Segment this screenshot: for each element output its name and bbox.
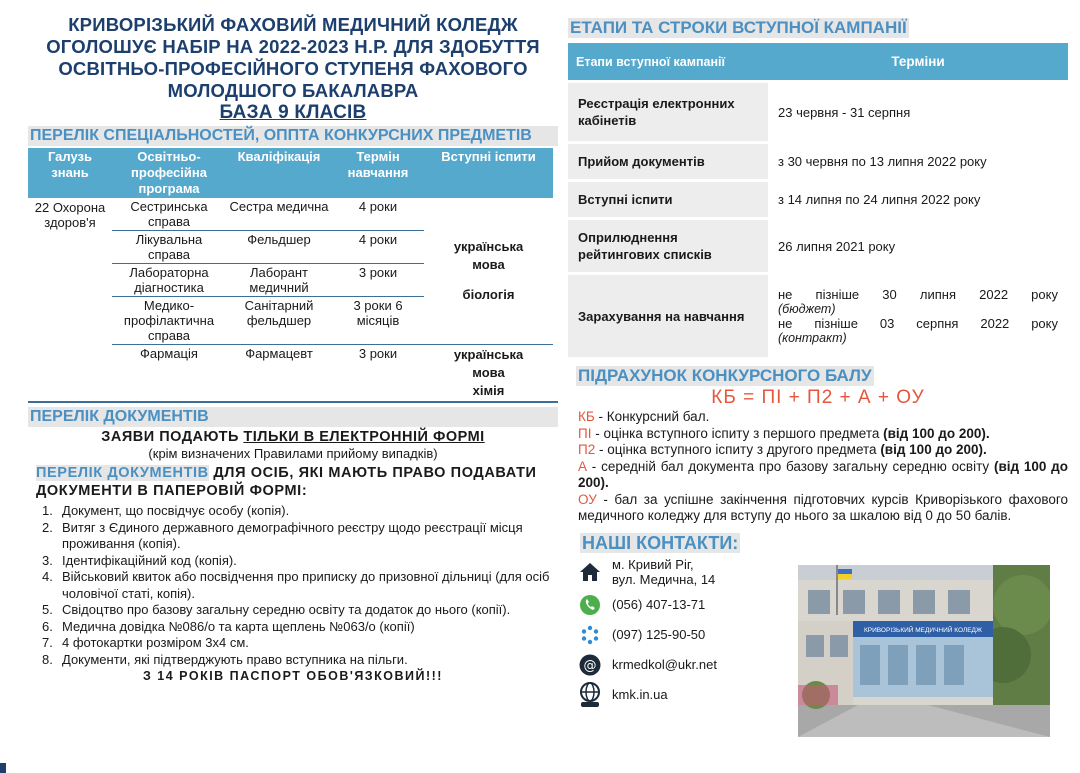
stages-heading: ЕТАПИ ТА СТРОКИ ВСТУПНОЇ КАМПАНІЇ	[570, 18, 907, 37]
enrollment-line-1	[778, 287, 1058, 302]
documents-list	[28, 503, 558, 668]
paper-documents-heading	[28, 464, 558, 500]
page-corner-accent	[0, 763, 6, 773]
col-qualification: Кваліфікація	[226, 148, 332, 198]
score-heading: ПІДРАХУНОК КОНКУРСНОГО БАЛУ	[578, 366, 872, 385]
col-exams: Вступні іспити	[424, 148, 553, 198]
passport-note: З 14 РОКІВ ПАСПОРТ ОБОВ'ЯЗКОВИЙ!!!	[143, 669, 443, 683]
term-cell: 4 роки	[358, 199, 398, 214]
documents-heading: ПЕРЕЛІК ДОКУМЕНТІВ	[28, 407, 558, 427]
term-cell: з 14 липня по 24 липня 2022 року	[768, 182, 1068, 217]
qualification-cell: Сестра медична	[229, 199, 329, 214]
list-item: 1. Документ, що посвідчує особу (копія).	[42, 503, 290, 518]
apply-underlined: ТІЛЬКИ В ЕЛЕКТРОННІЙ ФОРМІ	[243, 429, 485, 445]
list-item: 6. Медична довідка №086/о та карта щеплень №063/о (копії)	[42, 618, 415, 634]
college-building-photo	[798, 565, 1050, 737]
stage-cell: Оприлюднення рейтингових списків	[568, 220, 768, 272]
enrollment-line-2	[778, 316, 1058, 331]
enrollment-word: 03	[879, 316, 895, 331]
home-icon	[578, 560, 602, 584]
program-cell: Медико-профілактична справа	[112, 297, 226, 345]
list-item: 8. Документи, які підтверджують право вступника на пільги.	[42, 651, 408, 667]
exam-line: мова	[472, 257, 505, 272]
exam-line: біологія	[462, 287, 515, 302]
enrollment-word: 2022	[979, 287, 1009, 302]
col-field: Галузь знань	[28, 148, 112, 198]
exam-cell-2	[424, 345, 553, 402]
specialties-table-wrap	[28, 148, 558, 403]
paper-heading-highlight: ПЕРЕЛІК ДОКУМЕНТІВ	[36, 465, 209, 481]
qualification-cell: Лаборант медичний	[226, 264, 332, 297]
address-line-1: м. Кривий Ріг,	[612, 556, 694, 572]
title-text: КРИВОРІЗЬКИЙ ФАХОВИЙ МЕДИЧНИЙ КОЛЕДЖ ОГОЛОШУЄ НАБІР НА 2022-2023 Н.Р. ДЛЯ ЗДОБУТТЯ ОСВІТНЬО-ПРОФЕСІЙНОГО СТУПЕНЯ ФАХОВОГО МОЛОДШОГО БАКАЛАВРА	[46, 14, 540, 101]
qualification-cell: Фельдшер	[226, 231, 332, 264]
stage-cell: Вступні іспити	[568, 182, 768, 217]
enrollment-word: липня	[919, 287, 956, 302]
exam-line: українська	[453, 239, 524, 254]
stage-cell: Реєстрація електронних кабінетів	[568, 83, 768, 141]
phone-icon	[578, 593, 602, 617]
enrollment-word: не	[778, 316, 793, 331]
exam-line: українська	[453, 347, 524, 362]
score-def-item: ОУ - бал за успішне закінчення підготовчих курсів Криворізького фахового медичного коледжу для вступу до нього за шкалою від 0 до 50 балів.	[578, 491, 1068, 523]
score-def-item: КБ - Конкурсний бал.	[578, 409, 710, 424]
term-cell: 23 червня - 31 серпня	[768, 83, 1068, 141]
enrollment-word: пізніше	[814, 316, 858, 331]
table-row	[28, 198, 553, 231]
svg-text:@: @	[583, 658, 597, 673]
term-cell: 3 роки	[332, 345, 424, 402]
table-row	[568, 220, 1068, 272]
apply-note: (крім визначених Правилами прийому випадків)	[148, 446, 438, 461]
email-icon	[578, 653, 602, 677]
contacts-heading: НАШІ КОНТАКТИ:	[582, 532, 739, 553]
enrollment-note-1: (бюджет)	[778, 302, 836, 316]
enrollment-word: 2022	[980, 316, 1010, 331]
program-cell: Лікувальна справа	[112, 231, 226, 264]
score-def-item: ПІ - оцінка вступного іспиту з першого предмета (від 100 до 200).	[578, 425, 990, 441]
apply-notice	[28, 429, 558, 445]
building-sign: КРИВОРІЗЬКИЙ МЕДИЧНИЙ КОЛЕДЖ	[864, 627, 982, 634]
term-cell: 26 липня 2021 року	[768, 220, 1068, 272]
page-title	[28, 14, 558, 124]
table-row	[568, 144, 1068, 179]
exam-cell-1	[424, 198, 553, 345]
phone-number-1[interactable]: (056) 407-13-71	[612, 597, 706, 612]
score-definitions	[578, 409, 1068, 525]
term-cell	[768, 275, 1068, 357]
score-formula: КБ = ПІ + П2 + А + ОУ	[711, 387, 925, 408]
apply-prefix: ЗАЯВИ ПОДАЮТЬ	[101, 429, 244, 445]
stage-cell: Прийом документів	[568, 144, 768, 179]
specialties-table	[28, 148, 553, 401]
program-cell: Фармація	[112, 345, 226, 402]
list-item: 3. Ідентифікаційний код (копія).	[42, 552, 237, 568]
table-row	[568, 83, 1068, 141]
term-cell: 3 роки 6 місяців	[332, 297, 424, 345]
term-cell: 3 роки	[332, 264, 424, 297]
col-stage: Етапи вступної кампанії	[568, 43, 768, 80]
kyivstar-icon	[578, 623, 602, 647]
score-def-item: П2 - оцінка вступного іспиту з другого предмета (від 100 до 200).	[578, 442, 987, 457]
address-line-2: вул. Медична, 14	[612, 571, 716, 587]
list-item: 4. Військовий квиток або посвідчення про приписку до призовної дільниці (для осіб чоловічої статі, копія).	[42, 569, 550, 601]
enrollment-word: 30	[882, 287, 897, 302]
col-terms: Терміни	[768, 43, 1068, 80]
stage-cell: Зарахування на навчання	[568, 275, 768, 357]
list-item: 7. 4 фотокартки розміром 3х4 см.	[42, 635, 249, 650]
term-cell: 4 роки	[332, 231, 424, 264]
program-cell: Сестринська справа	[130, 199, 208, 229]
left-column	[28, 14, 558, 683]
qualification-cell: Санітарний фельдшер	[226, 297, 332, 345]
enrollment-word: не	[778, 287, 793, 302]
specialties-heading: ПЕРЕЛІК СПЕЦІАЛЬНОСТЕЙ, ОППТА КОНКУРСНИХ ПРЕДМЕТІВ	[28, 126, 558, 146]
website-link[interactable]: kmk.in.ua	[612, 687, 668, 702]
web-icon	[578, 683, 602, 707]
table-row	[568, 275, 1068, 357]
term-cell: з 30 червня по 13 липня 2022 року	[768, 144, 1068, 179]
score-def-item: А - середній бал документа про базову загальну середню освіту (від 100 до 200).	[578, 458, 1068, 490]
exam-line: мова	[472, 365, 505, 380]
paper-heading-rest: ДЛЯ ОСІБ, ЯКІ МАЮТЬ ПРАВО ПОДАВАТИ ДОКУМЕНТИ В ПАПЕРОВІЙ ФОРМІ:	[36, 465, 537, 499]
email-address[interactable]: krmedkol@ukr.net	[612, 657, 717, 672]
enrollment-note-2: (контракт)	[778, 331, 847, 345]
list-item: 2. Витяг з Єдиного державного демографічного реєстру щодо реєстрації місця проживання (копія).	[42, 519, 523, 551]
base-label: БАЗА 9 КЛАСІВ	[219, 102, 367, 123]
enrollment-word: пізніше	[815, 287, 860, 302]
qualification-cell: Фармацевт	[226, 345, 332, 402]
field-cell: 22 Охорона здоров'я	[34, 200, 106, 230]
program-cell: Лабораторна діагностика	[112, 264, 226, 297]
list-item: 5. Свідоцтво про базову загальну середню освіту та додаток до нього (копії).	[42, 602, 511, 617]
table-row	[568, 182, 1068, 217]
phone-number-2[interactable]: (097) 125-90-50	[612, 627, 706, 642]
enrollment-word: року	[1031, 316, 1058, 331]
enrollment-word: року	[1031, 287, 1058, 302]
exam-line: хімія	[472, 383, 505, 398]
col-program: Освітньо-професійна програма	[112, 148, 226, 198]
stages-table	[568, 40, 1068, 360]
col-term: Термін навчання	[332, 148, 424, 198]
enrollment-word: серпня	[916, 316, 959, 331]
